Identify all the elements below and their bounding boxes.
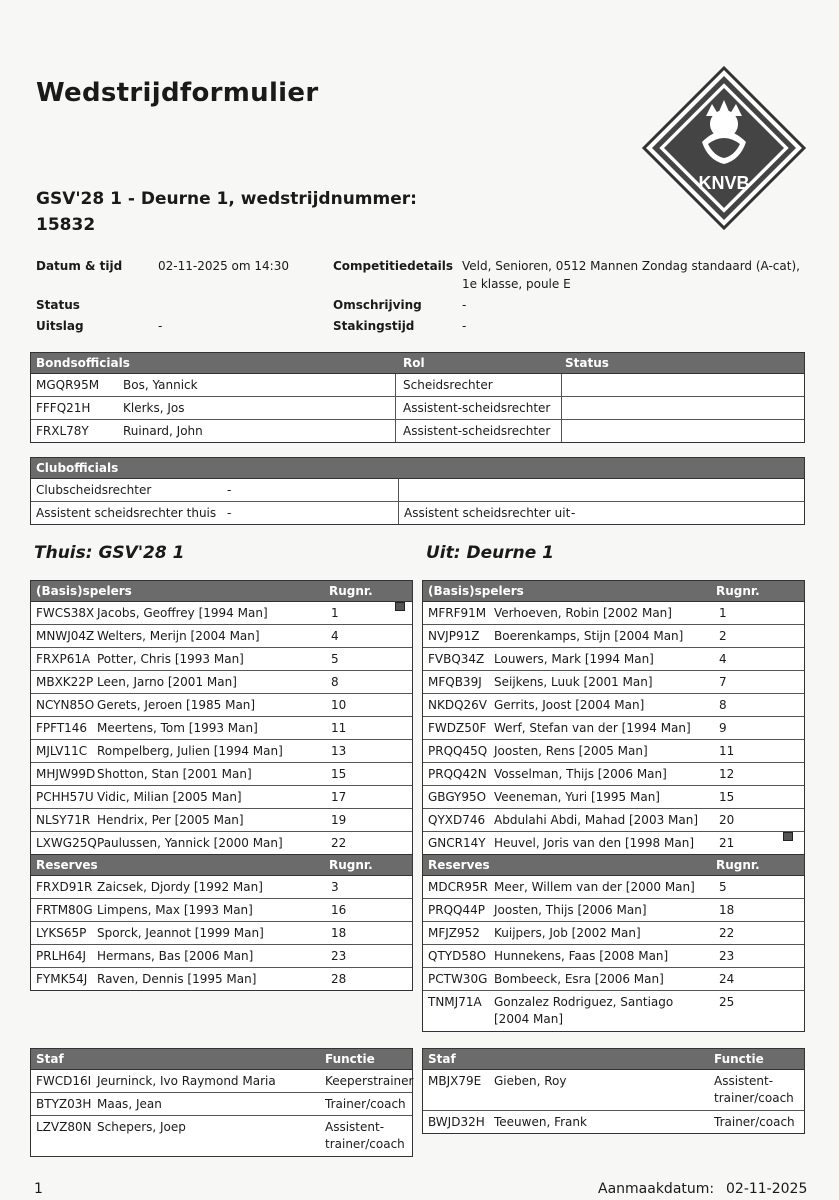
- official-name: Klerks, Jos: [123, 401, 185, 415]
- player-row: [31, 922, 412, 945]
- competitie-line1: Veld, Senioren, 0512 Mannen Zondag standaard (A-cat),: [462, 259, 800, 273]
- home-functie-header: Functie: [325, 1052, 375, 1066]
- player-row: [423, 876, 804, 899]
- player-name-line2: [2004 Man]: [494, 1012, 564, 1026]
- player-name: [494, 625, 683, 647]
- player-name: [494, 763, 667, 785]
- player-rugnr: 7: [719, 675, 727, 689]
- home-players-header: [31, 581, 412, 602]
- player-row: [423, 945, 804, 968]
- player-rugnr: 25: [719, 995, 735, 1009]
- away-players-header: [423, 581, 804, 602]
- staff-role: [325, 1093, 406, 1115]
- player-code: FRXD91R: [36, 880, 93, 894]
- away-staff-header: [423, 1049, 804, 1070]
- player-row: [423, 832, 804, 854]
- away-players-table: [422, 580, 805, 1032]
- player-rugnr: 12: [719, 767, 735, 781]
- player-name: [494, 876, 695, 898]
- player-code: PRQQ44P: [428, 903, 485, 917]
- player-code: MFJZ952: [428, 926, 480, 940]
- player-rugnr: 4: [719, 652, 727, 666]
- player-row: [423, 648, 804, 671]
- official-row: [31, 374, 804, 397]
- player-code: FWDZ50F: [428, 721, 487, 735]
- staff-role: [325, 1070, 413, 1092]
- match-number: 15832: [36, 215, 96, 235]
- player-name-line: Welters, Merijn [2004 Man]: [97, 629, 260, 643]
- home-reserves-rugnr: Rugnr.: [329, 858, 373, 872]
- svg-text:KNVB: KNVB: [698, 173, 750, 193]
- player-name: [97, 945, 253, 967]
- player-name-line: Vidic, Milian [2005 Man]: [97, 790, 242, 804]
- player-rugnr: 1: [719, 606, 727, 620]
- player-row: [31, 809, 412, 832]
- player-name: [494, 968, 664, 990]
- player-row: [31, 717, 412, 740]
- player-rugnr: 22: [719, 926, 735, 940]
- player-row: [423, 786, 804, 809]
- player-name-line: Joosten, Thijs [2006 Man]: [494, 903, 647, 917]
- player-code: FRTM80G: [36, 903, 93, 917]
- clubofficials-row: [31, 479, 804, 502]
- player-name-line: Zaicsek, Djordy [1992 Man]: [97, 880, 263, 894]
- player-name: [97, 694, 255, 716]
- player-rugnr: 24: [719, 972, 735, 986]
- player-code: TNMJ71A: [428, 995, 482, 1009]
- player-name: [97, 648, 244, 670]
- player-rugnr: 8: [331, 675, 339, 689]
- player-code: PCHH57U: [36, 790, 94, 804]
- player-name-line: Gerets, Jeroen [1985 Man]: [97, 698, 256, 712]
- page-number: 1: [34, 1181, 43, 1197]
- player-name-line: Hunnekens, Faas [2008 Man]: [494, 949, 669, 963]
- player-name-line: Rompelberg, Julien [1994 Man]: [97, 744, 283, 758]
- player-code: FYMK54J: [36, 972, 88, 986]
- player-rugnr: 4: [331, 629, 339, 643]
- home-staff-header: [31, 1049, 412, 1070]
- player-name-line: Jacobs, Geoffrey [1994 Man]: [97, 606, 268, 620]
- player-rugnr: 17: [331, 790, 347, 804]
- staff-code: LZVZ80N: [36, 1120, 92, 1134]
- player-rugnr: 10: [331, 698, 347, 712]
- home-reserves-title: Reserves: [36, 858, 98, 872]
- player-row: [31, 876, 412, 899]
- staff-role-line2: trainer/coach: [325, 1137, 405, 1151]
- official-code: MGQR95M: [36, 378, 100, 392]
- home-staff-title: Staf: [36, 1052, 64, 1066]
- official-code: FRXL78Y: [36, 424, 89, 438]
- staff-role-line2: trainer/coach: [714, 1091, 794, 1105]
- player-row: [31, 786, 412, 809]
- player-name-line: Verhoeven, Robin [2002 Man]: [494, 606, 672, 620]
- player-row: [31, 968, 412, 990]
- competitie-label: Competitiedetails: [333, 259, 454, 273]
- player-name: [494, 945, 668, 967]
- player-name-line: Louwers, Mark [1994 Man]: [494, 652, 654, 666]
- clubofficials-title: Clubofficials: [36, 461, 119, 475]
- home-staff-table: [30, 1048, 413, 1157]
- player-code: PCTW30G: [428, 972, 488, 986]
- player-row: [423, 899, 804, 922]
- player-name: [97, 763, 252, 785]
- knvb-logo: [640, 64, 808, 232]
- player-code: LXWG25Q: [36, 836, 97, 850]
- player-name: [494, 648, 654, 670]
- player-name: [494, 602, 672, 624]
- player-row: [423, 968, 804, 991]
- player-name-line: Paulussen, Yannick [2000 Man]: [97, 836, 283, 850]
- home-rugnr-header: Rugnr.: [329, 584, 373, 598]
- player-rugnr: 22: [331, 836, 347, 850]
- player-name-line: Raven, Dennis [1995 Man]: [97, 972, 257, 986]
- player-name: [97, 717, 258, 739]
- away-reserves-header: [423, 854, 804, 876]
- player-name: [97, 602, 268, 624]
- match-title-line1: GSV'28 1 - Deurne 1, wedstrijdnummer:: [36, 189, 417, 209]
- staff-row: [31, 1070, 412, 1093]
- player-code: MFQB39J: [428, 675, 482, 689]
- player-code: NLSY71R: [36, 813, 91, 827]
- official-role: Scheidsrechter: [403, 378, 493, 392]
- clubscheidsrechter-value: -: [227, 483, 232, 497]
- omschrijving-value: -: [462, 298, 467, 312]
- player-code: FRXP61A: [36, 652, 91, 666]
- clubofficials-header: [31, 458, 804, 479]
- clubofficials-row: [31, 502, 804, 524]
- player-rugnr: 2: [719, 629, 727, 643]
- player-name: [97, 922, 264, 944]
- staff-role-line: Keeperstrainer: [325, 1074, 414, 1088]
- staff-role: [714, 1073, 794, 1107]
- player-code: MJLV11C: [36, 744, 88, 758]
- player-code: MFRF91M: [428, 606, 487, 620]
- player-rugnr: 15: [719, 790, 735, 804]
- staff-role-line: Trainer/coach: [714, 1115, 795, 1129]
- player-name: [97, 625, 260, 647]
- player-rugnr: 5: [719, 880, 727, 894]
- player-name-line: Meertens, Tom [1993 Man]: [97, 721, 258, 735]
- staff-role: [714, 1111, 795, 1133]
- player-code: MBXK22P: [36, 675, 94, 689]
- datum-value: 02-11-2025 om 14:30: [158, 259, 289, 273]
- staff-row: [423, 1111, 804, 1133]
- stakingstijd-label: Stakingstijd: [333, 319, 415, 333]
- assistent-thuis-label: Assistent scheidsrechter thuis: [36, 506, 217, 520]
- player-rugnr: 1: [331, 606, 339, 620]
- player-rugnr: 11: [331, 721, 347, 735]
- player-rugnr: 18: [331, 926, 347, 940]
- col-rol: Rol: [403, 356, 425, 370]
- player-row: [31, 740, 412, 763]
- home-team-title: Thuis: GSV'28 1: [34, 543, 185, 563]
- clubofficials-table: [30, 457, 805, 525]
- player-name: [494, 899, 647, 921]
- stakingstijd-value: -: [462, 319, 467, 333]
- player-row: [423, 740, 804, 763]
- player-row: [423, 671, 804, 694]
- player-row: [423, 694, 804, 717]
- away-staff-table: [422, 1048, 805, 1134]
- staff-name: Maas, Jean: [97, 1097, 162, 1111]
- player-code: QYXD746: [428, 813, 486, 827]
- player-name: [97, 740, 283, 762]
- player-name-line: Heuvel, Joris van den [1998 Man]: [494, 836, 694, 850]
- omschrijving-label: Omschrijving: [333, 298, 422, 312]
- player-row: [31, 671, 412, 694]
- official-role: Assistent-scheidsrechter: [403, 401, 551, 415]
- bondsofficials-table: [30, 352, 805, 443]
- player-name-line: Seijkens, Luuk [2001 Man]: [494, 675, 653, 689]
- page-title: Wedstrijdformulier: [36, 78, 319, 108]
- assistent-uit-value: -: [571, 506, 576, 520]
- col-status: Status: [565, 356, 609, 370]
- player-row: [423, 602, 804, 625]
- player-name-line: Meer, Willem van der [2000 Man]: [494, 880, 695, 894]
- staff-row: [423, 1070, 804, 1111]
- player-rugnr: 11: [719, 744, 735, 758]
- staff-role-line: Assistent-: [325, 1120, 385, 1134]
- player-name-line: Sporck, Jeannot [1999 Man]: [97, 926, 264, 940]
- staff-name: Jeurninck, Ivo Raymond Maria: [97, 1074, 276, 1088]
- player-row: [423, 991, 804, 1031]
- player-row: [423, 809, 804, 832]
- player-name: [97, 968, 256, 990]
- player-rugnr: 3: [331, 880, 339, 894]
- home-reserves-header: [31, 854, 412, 876]
- player-name-line: Vosselman, Thijs [2006 Man]: [494, 767, 667, 781]
- player-rugnr: 15: [331, 767, 347, 781]
- player-code: NKDQ26V: [428, 698, 488, 712]
- player-name: [494, 994, 673, 1028]
- staff-code: BWJD32H: [428, 1115, 485, 1129]
- player-code: PRLH64J: [36, 949, 87, 963]
- player-rugnr: 18: [719, 903, 735, 917]
- official-code: FFFQ21H: [36, 401, 91, 415]
- player-row: [423, 763, 804, 786]
- player-name-line: Leen, Jarno [2001 Man]: [97, 675, 237, 689]
- official-row: [31, 397, 804, 420]
- player-rugnr: 23: [719, 949, 735, 963]
- player-row: [423, 717, 804, 740]
- uitslag-value: -: [158, 319, 163, 333]
- player-code: QTYD58O: [428, 949, 487, 963]
- player-code: NVJP91Z: [428, 629, 480, 643]
- player-code: LYKS65P: [36, 926, 87, 940]
- card-marker-icon: [395, 602, 405, 611]
- assistent-uit-label: Assistent scheidsrechter uit: [404, 506, 571, 520]
- player-name-line: Veeneman, Yuri [1995 Man]: [494, 790, 660, 804]
- player-code: PRQQ42N: [428, 767, 487, 781]
- player-name-line: Shotton, Stan [2001 Man]: [97, 767, 252, 781]
- player-code: GNCR14Y: [428, 836, 486, 850]
- player-rugnr: 20: [719, 813, 735, 827]
- player-name-line: Gonzalez Rodriguez, Santiago: [494, 995, 674, 1009]
- player-row: [423, 625, 804, 648]
- player-code: FVBQ34Z: [428, 652, 485, 666]
- player-rugnr: 28: [331, 972, 347, 986]
- staff-row: [31, 1116, 412, 1156]
- staff-code: FWCD16I: [36, 1074, 92, 1088]
- player-name: [97, 786, 242, 808]
- player-row: [31, 625, 412, 648]
- player-name: [494, 832, 694, 854]
- player-name: [97, 809, 244, 831]
- player-code: MDCR95R: [428, 880, 488, 894]
- home-players-title: (Basis)spelers: [36, 584, 132, 598]
- player-name: [494, 922, 641, 944]
- official-name: Ruinard, John: [123, 424, 203, 438]
- player-name: [97, 832, 283, 854]
- player-name-line: Bombeeck, Esra [2006 Man]: [494, 972, 664, 986]
- staff-name: Gieben, Roy: [494, 1074, 567, 1088]
- player-name: [494, 717, 691, 739]
- away-rugnr-header: Rugnr.: [716, 584, 760, 598]
- away-reserves-title: Reserves: [428, 858, 490, 872]
- player-rugnr: 9: [719, 721, 727, 735]
- player-code: MHJW99D: [36, 767, 96, 781]
- staff-code: MBJX79E: [428, 1074, 482, 1088]
- home-players-table: [30, 580, 413, 991]
- datum-label: Datum & tijd: [36, 259, 123, 273]
- player-rugnr: 5: [331, 652, 339, 666]
- official-name: Bos, Yannick: [123, 378, 198, 392]
- assistent-thuis-value: -: [227, 506, 232, 520]
- away-functie-header: Functie: [714, 1052, 764, 1066]
- player-code: MNWJ04Z: [36, 629, 95, 643]
- player-name: [97, 899, 253, 921]
- player-rugnr: 13: [331, 744, 347, 758]
- player-name: [97, 876, 263, 898]
- player-name-line: Boerenkamps, Stijn [2004 Man]: [494, 629, 684, 643]
- card-marker-icon: [783, 832, 793, 841]
- player-name-line: Gerrits, Joost [2004 Man]: [494, 698, 645, 712]
- status-label: Status: [36, 298, 80, 312]
- player-name-line: Hermans, Bas [2006 Man]: [97, 949, 254, 963]
- player-name-line: Hendrix, Per [2005 Man]: [97, 813, 244, 827]
- player-name: [494, 740, 648, 762]
- player-name-line: Limpens, Max [1993 Man]: [97, 903, 253, 917]
- player-name: [494, 786, 660, 808]
- player-row: [31, 648, 412, 671]
- staff-row: [31, 1093, 412, 1116]
- player-row: [31, 899, 412, 922]
- player-name: [494, 694, 644, 716]
- player-code: NCYN85O: [36, 698, 95, 712]
- player-rugnr: 8: [719, 698, 727, 712]
- player-rugnr: 19: [331, 813, 347, 827]
- player-name-line: Kuijpers, Job [2002 Man]: [494, 926, 641, 940]
- player-name: [494, 809, 698, 831]
- away-team-title: Uit: Deurne 1: [426, 543, 554, 563]
- match-title: [36, 186, 456, 238]
- staff-role-line: Assistent-: [714, 1074, 774, 1088]
- official-row: [31, 420, 804, 442]
- clubscheidsrechter-label: Clubscheidsrechter: [36, 483, 152, 497]
- player-name-line: Potter, Chris [1993 Man]: [97, 652, 244, 666]
- player-code: FWCS38X: [36, 606, 95, 620]
- staff-name: Teeuwen, Frank: [494, 1115, 587, 1129]
- away-players-title: (Basis)spelers: [428, 584, 524, 598]
- official-role: Assistent-scheidsrechter: [403, 424, 551, 438]
- player-code: PRQQ45Q: [428, 744, 488, 758]
- player-row: [31, 945, 412, 968]
- away-staff-title: Staf: [428, 1052, 456, 1066]
- competitie-line2: 1e klasse, poule E: [462, 277, 571, 291]
- uitslag-label: Uitslag: [36, 319, 84, 333]
- player-rugnr: 16: [331, 903, 347, 917]
- player-name-line: Abdulahi Abdi, Mahad [2003 Man]: [494, 813, 699, 827]
- created-label: Aanmaakdatum:: [598, 1181, 715, 1197]
- bondsofficials-title: Bondsofficials: [36, 356, 130, 370]
- player-row: [31, 602, 412, 625]
- staff-code: BTYZ03H: [36, 1097, 92, 1111]
- player-name-line: Werf, Stefan van der [1994 Man]: [494, 721, 691, 735]
- bondsofficials-header: [31, 353, 804, 374]
- player-name-line: Joosten, Rens [2005 Man]: [494, 744, 648, 758]
- player-name: [97, 671, 237, 693]
- created-date: 02-11-2025: [726, 1181, 808, 1197]
- player-rugnr: 23: [331, 949, 347, 963]
- player-rugnr: 21: [719, 836, 735, 850]
- player-row: [31, 763, 412, 786]
- player-row: [31, 832, 412, 854]
- player-name: [494, 671, 653, 693]
- player-code: GBGY95O: [428, 790, 487, 804]
- staff-name: Schepers, Joep: [97, 1120, 186, 1134]
- player-row: [31, 694, 412, 717]
- player-row: [423, 922, 804, 945]
- staff-role-line: Trainer/coach: [325, 1097, 406, 1111]
- staff-role: [325, 1119, 405, 1153]
- away-reserves-rugnr: Rugnr.: [716, 858, 760, 872]
- player-code: FPFT146: [36, 721, 88, 735]
